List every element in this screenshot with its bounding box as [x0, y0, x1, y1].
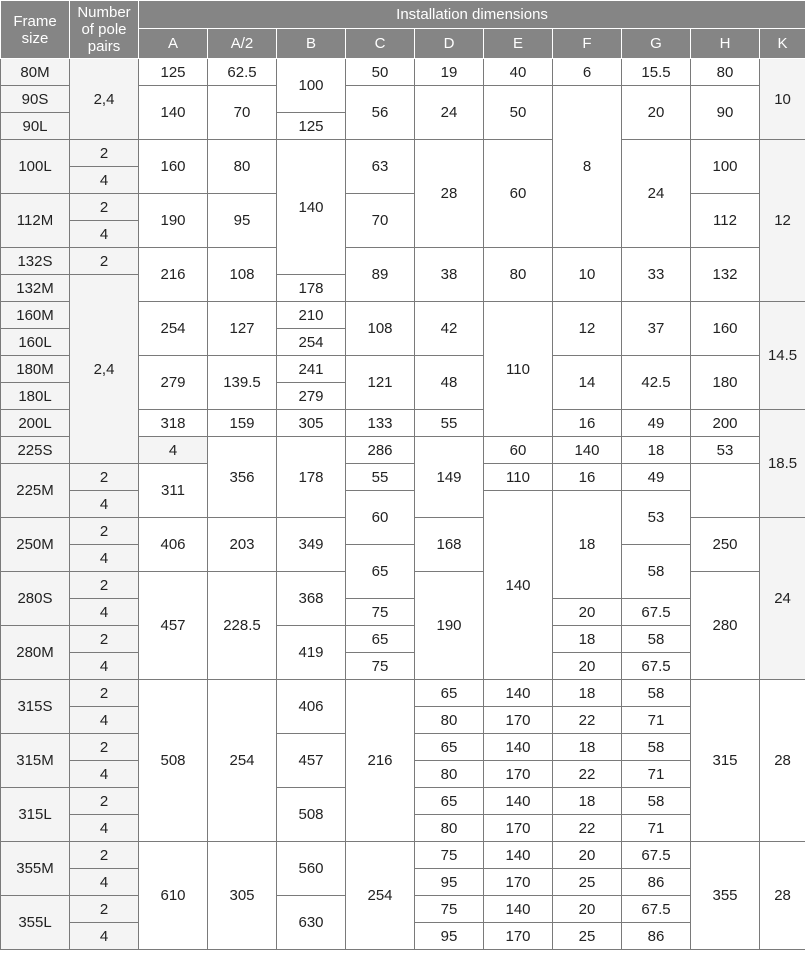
table-cell: 4 — [70, 761, 139, 788]
table-cell: 65 — [415, 734, 484, 761]
table-body — [1, 59, 805, 950]
header-col-c: C — [346, 29, 415, 59]
table-cell: 65 — [415, 788, 484, 815]
table-cell: 110 — [484, 302, 553, 437]
table-cell: 80 — [415, 761, 484, 788]
table-cell: 356 — [208, 437, 277, 518]
table-cell: 406 — [139, 518, 208, 572]
table-cell: 280M — [1, 626, 70, 680]
table-cell: 95 — [415, 923, 484, 950]
table-cell: 80M — [1, 59, 70, 86]
table-cell: 19 — [415, 59, 484, 86]
table-cell: 170 — [484, 707, 553, 734]
table-cell: 67.5 — [622, 599, 691, 626]
table-cell: 140 — [139, 86, 208, 140]
table-cell: 279 — [277, 383, 346, 410]
table-cell: 4 — [70, 869, 139, 896]
table-cell: 112M — [1, 194, 70, 248]
table-cell: 406 — [277, 680, 346, 734]
table-cell: 86 — [622, 923, 691, 950]
table-cell: 65 — [415, 680, 484, 707]
table-cell: 75 — [415, 842, 484, 869]
table-cell: 2,4 — [70, 59, 139, 140]
table-cell: 168 — [415, 518, 484, 572]
table-cell: 10 — [760, 59, 805, 140]
table-cell: 170 — [484, 761, 553, 788]
table-cell: 67.5 — [622, 896, 691, 923]
table-cell: 178 — [277, 275, 346, 302]
table-cell: 18 — [553, 680, 622, 707]
table-cell: 18 — [553, 491, 622, 599]
table-cell: 315 — [691, 680, 760, 842]
table-cell: 190 — [415, 572, 484, 680]
table-cell: 305 — [208, 842, 277, 950]
header-col-a-half: A/2 — [208, 29, 277, 59]
table-cell: 125 — [139, 59, 208, 86]
table-cell: 22 — [553, 815, 622, 842]
table-cell: 2 — [70, 464, 139, 491]
table-cell: 25 — [553, 869, 622, 896]
table-cell: 20 — [553, 896, 622, 923]
table-cell: 49 — [622, 410, 691, 437]
table-cell: 8 — [553, 86, 622, 248]
table-cell: 315L — [1, 788, 70, 842]
table-cell: 508 — [139, 680, 208, 842]
table-cell: 75 — [415, 896, 484, 923]
table-cell: 159 — [208, 410, 277, 437]
table-header — [1, 1, 805, 59]
table-cell: 2 — [70, 896, 139, 923]
table-cell: 2 — [70, 140, 139, 167]
table-cell: 90S — [1, 86, 70, 113]
table-cell: 71 — [622, 761, 691, 788]
table-cell: 349 — [277, 518, 346, 572]
table-cell: 508 — [277, 788, 346, 842]
table-cell: 200L — [1, 410, 70, 437]
table-cell: 55 — [415, 410, 484, 437]
table-row — [1, 599, 805, 626]
table-cell: 67.5 — [622, 842, 691, 869]
table-cell: 80 — [691, 59, 760, 86]
table-cell: 63 — [346, 140, 415, 194]
table-cell: 225S — [1, 437, 70, 464]
table-cell: 112 — [691, 194, 760, 248]
table-cell: 311 — [139, 464, 208, 518]
table-cell: 315M — [1, 734, 70, 788]
table-cell: 80 — [415, 707, 484, 734]
table-row — [1, 680, 805, 707]
table-cell: 58 — [622, 734, 691, 761]
table-cell: 2 — [70, 572, 139, 599]
table-cell: 610 — [139, 842, 208, 950]
table-cell: 280 — [691, 572, 760, 680]
table-cell: 125 — [277, 113, 346, 140]
header-col-b: B — [277, 29, 346, 59]
table-cell: 12 — [553, 302, 622, 356]
table-cell: 254 — [346, 842, 415, 950]
table-cell: 180L — [1, 383, 70, 410]
table-cell: 250M — [1, 518, 70, 572]
table-cell: 80 — [484, 248, 553, 302]
header-frame-size: Frame size — [1, 1, 70, 59]
table-cell: 60 — [484, 140, 553, 248]
table-cell: 20 — [553, 842, 622, 869]
table-cell: 38 — [415, 248, 484, 302]
table-cell: 20 — [553, 653, 622, 680]
table-cell: 160L — [1, 329, 70, 356]
header-pole-pairs: Number of pole pairs — [70, 1, 139, 59]
table-cell: 14 — [553, 356, 622, 410]
table-cell: 49 — [622, 464, 691, 491]
table-cell: 90L — [1, 113, 70, 140]
table-cell: 132M — [1, 275, 70, 302]
table-cell: 228.5 — [208, 572, 277, 680]
table-row — [1, 491, 805, 518]
table-cell: 58 — [622, 545, 691, 599]
table-cell: 55 — [346, 464, 415, 491]
table-cell: 4 — [139, 437, 208, 464]
table-cell: 65 — [346, 626, 415, 653]
table-cell: 318 — [139, 410, 208, 437]
table-cell: 254 — [208, 680, 277, 842]
table-cell: 16 — [553, 464, 622, 491]
table-cell: 355M — [1, 842, 70, 896]
table-cell: 42 — [415, 302, 484, 356]
table-cell: 90 — [691, 86, 760, 140]
table-cell: 58 — [622, 788, 691, 815]
table-cell: 178 — [277, 437, 346, 518]
table-cell: 71 — [622, 815, 691, 842]
table-cell: 20 — [622, 86, 691, 140]
table-cell: 10 — [553, 248, 622, 302]
table-cell: 58 — [622, 626, 691, 653]
table-cell: 241 — [277, 356, 346, 383]
table-cell: 2 — [70, 734, 139, 761]
table-cell: 53 — [622, 491, 691, 545]
table-cell: 140 — [484, 734, 553, 761]
table-cell: 2 — [70, 518, 139, 545]
table-cell: 2 — [70, 788, 139, 815]
table-cell: 315S — [1, 680, 70, 734]
table-row — [1, 59, 805, 86]
table-cell: 121 — [346, 356, 415, 410]
table-cell: 457 — [139, 572, 208, 680]
table-cell: 216 — [139, 248, 208, 302]
table-cell: 70 — [208, 86, 277, 140]
table-row — [1, 842, 805, 869]
table-cell: 2 — [70, 194, 139, 221]
table-cell: 18 — [553, 626, 622, 653]
header-col-g: G — [622, 29, 691, 59]
table-cell: 139.5 — [208, 356, 277, 410]
table-cell: 15.5 — [622, 59, 691, 86]
table-cell: 110 — [484, 464, 553, 491]
table-cell: 2 — [70, 626, 139, 653]
table-cell: 80 — [208, 140, 277, 194]
table-cell: 80 — [415, 815, 484, 842]
table-cell: 89 — [346, 248, 415, 302]
table-cell: 630 — [277, 896, 346, 950]
table-cell: 127 — [208, 302, 277, 356]
table-cell: 4 — [70, 221, 139, 248]
table-cell: 2 — [70, 842, 139, 869]
table-cell: 75 — [346, 599, 415, 626]
table-cell: 4 — [70, 167, 139, 194]
table-cell: 100 — [277, 59, 346, 113]
table-cell: 160 — [691, 302, 760, 356]
table-cell: 355 — [691, 842, 760, 950]
table-cell: 4 — [70, 491, 139, 518]
table-cell: 200 — [691, 410, 760, 437]
header-col-k: K — [760, 29, 805, 59]
table-cell: 62.5 — [208, 59, 277, 86]
table-cell: 4 — [70, 815, 139, 842]
table-cell: 12 — [760, 140, 805, 302]
table-cell: 4 — [70, 545, 139, 572]
table-cell: 4 — [70, 653, 139, 680]
table-cell: 190 — [139, 194, 208, 248]
table-cell: 100 — [691, 140, 760, 194]
header-installation-dimensions: Installation dimensions — [139, 1, 805, 29]
table-row — [1, 464, 805, 491]
table-row — [1, 626, 805, 653]
table-cell: 180 — [691, 356, 760, 410]
table-cell: 140 — [484, 842, 553, 869]
table-cell: 100L — [1, 140, 70, 194]
table-cell: 279 — [139, 356, 208, 410]
table-row — [1, 653, 805, 680]
table-cell: 160M — [1, 302, 70, 329]
table-cell: 70 — [346, 194, 415, 248]
table-cell: 71 — [622, 707, 691, 734]
table-cell: 50 — [346, 59, 415, 86]
table-cell: 67.5 — [622, 653, 691, 680]
table-cell: 37 — [622, 302, 691, 356]
table-cell: 18 — [553, 734, 622, 761]
table-cell: 60 — [346, 491, 415, 545]
table-cell: 95 — [415, 869, 484, 896]
table-cell: 25 — [553, 923, 622, 950]
table-cell: 108 — [208, 248, 277, 302]
table-cell: 53 — [691, 437, 760, 464]
table-cell: 50 — [484, 86, 553, 140]
table-cell: 560 — [277, 842, 346, 896]
table-cell: 48 — [415, 356, 484, 410]
table-row — [1, 248, 805, 275]
table-cell: 18.5 — [760, 410, 805, 518]
header-col-d: D — [415, 29, 484, 59]
table-cell: 254 — [277, 329, 346, 356]
table-cell: 18 — [622, 437, 691, 464]
header-col-e: E — [484, 29, 553, 59]
table-cell: 280S — [1, 572, 70, 626]
table-cell: 140 — [277, 140, 346, 275]
table-cell: 140 — [484, 491, 553, 680]
table-cell: 4 — [70, 599, 139, 626]
table-cell: 4 — [70, 707, 139, 734]
table-cell: 132S — [1, 248, 70, 275]
table-cell: 108 — [346, 302, 415, 356]
table-row — [1, 545, 805, 572]
table-cell: 42.5 — [622, 356, 691, 410]
table-cell: 132 — [691, 248, 760, 302]
table-cell: 95 — [208, 194, 277, 248]
table-cell: 170 — [484, 815, 553, 842]
table-cell: 368 — [277, 572, 346, 626]
table-cell: 149 — [415, 437, 484, 518]
table-cell: 2 — [70, 248, 139, 275]
table-cell: 140 — [484, 680, 553, 707]
table-cell: 65 — [346, 545, 415, 599]
table-cell: 28 — [760, 842, 805, 950]
table-cell: 4 — [70, 923, 139, 950]
header-col-h: H — [691, 29, 760, 59]
header-col-f: F — [553, 29, 622, 59]
table-cell: 24 — [760, 518, 805, 680]
table-cell: 457 — [277, 734, 346, 788]
table-cell: 170 — [484, 869, 553, 896]
table-cell: 60 — [484, 437, 553, 464]
table-cell: 40 — [484, 59, 553, 86]
table-cell: 216 — [346, 680, 415, 842]
table-cell: 203 — [208, 518, 277, 572]
table-cell: 286 — [346, 437, 415, 464]
table-cell: 75 — [346, 653, 415, 680]
table-cell: 170 — [484, 923, 553, 950]
table-cell: 160 — [139, 140, 208, 194]
table-cell: 140 — [484, 896, 553, 923]
header-col-a: A — [139, 29, 208, 59]
table-row — [1, 140, 805, 167]
table-cell: 2 — [70, 680, 139, 707]
table-cell: 22 — [553, 707, 622, 734]
table-cell: 18 — [553, 788, 622, 815]
table-cell: 56 — [346, 86, 415, 140]
table-cell: 6 — [553, 59, 622, 86]
table-cell: 16 — [553, 410, 622, 437]
table-cell: 140 — [553, 437, 622, 464]
table-cell: 419 — [277, 626, 346, 680]
table-cell: 58 — [622, 680, 691, 707]
table-cell: 2,4 — [70, 275, 139, 464]
table-cell: 355L — [1, 896, 70, 950]
table-cell: 33 — [622, 248, 691, 302]
table-cell: 20 — [553, 599, 622, 626]
table-cell: 24 — [622, 140, 691, 248]
table-cell: 250 — [691, 518, 760, 572]
table-cell: 225M — [1, 464, 70, 518]
table-cell: 28 — [415, 140, 484, 248]
table-cell: 28 — [760, 680, 805, 842]
table-cell: 14.5 — [760, 302, 805, 410]
table-cell: 305 — [277, 410, 346, 437]
table-cell: 22 — [553, 761, 622, 788]
table-cell: 180M — [1, 356, 70, 383]
table-cell: 140 — [484, 788, 553, 815]
table-cell: 86 — [622, 869, 691, 896]
table-cell: 254 — [139, 302, 208, 356]
table-cell: 24 — [415, 86, 484, 140]
table-cell: 133 — [346, 410, 415, 437]
table-cell: 210 — [277, 302, 346, 329]
